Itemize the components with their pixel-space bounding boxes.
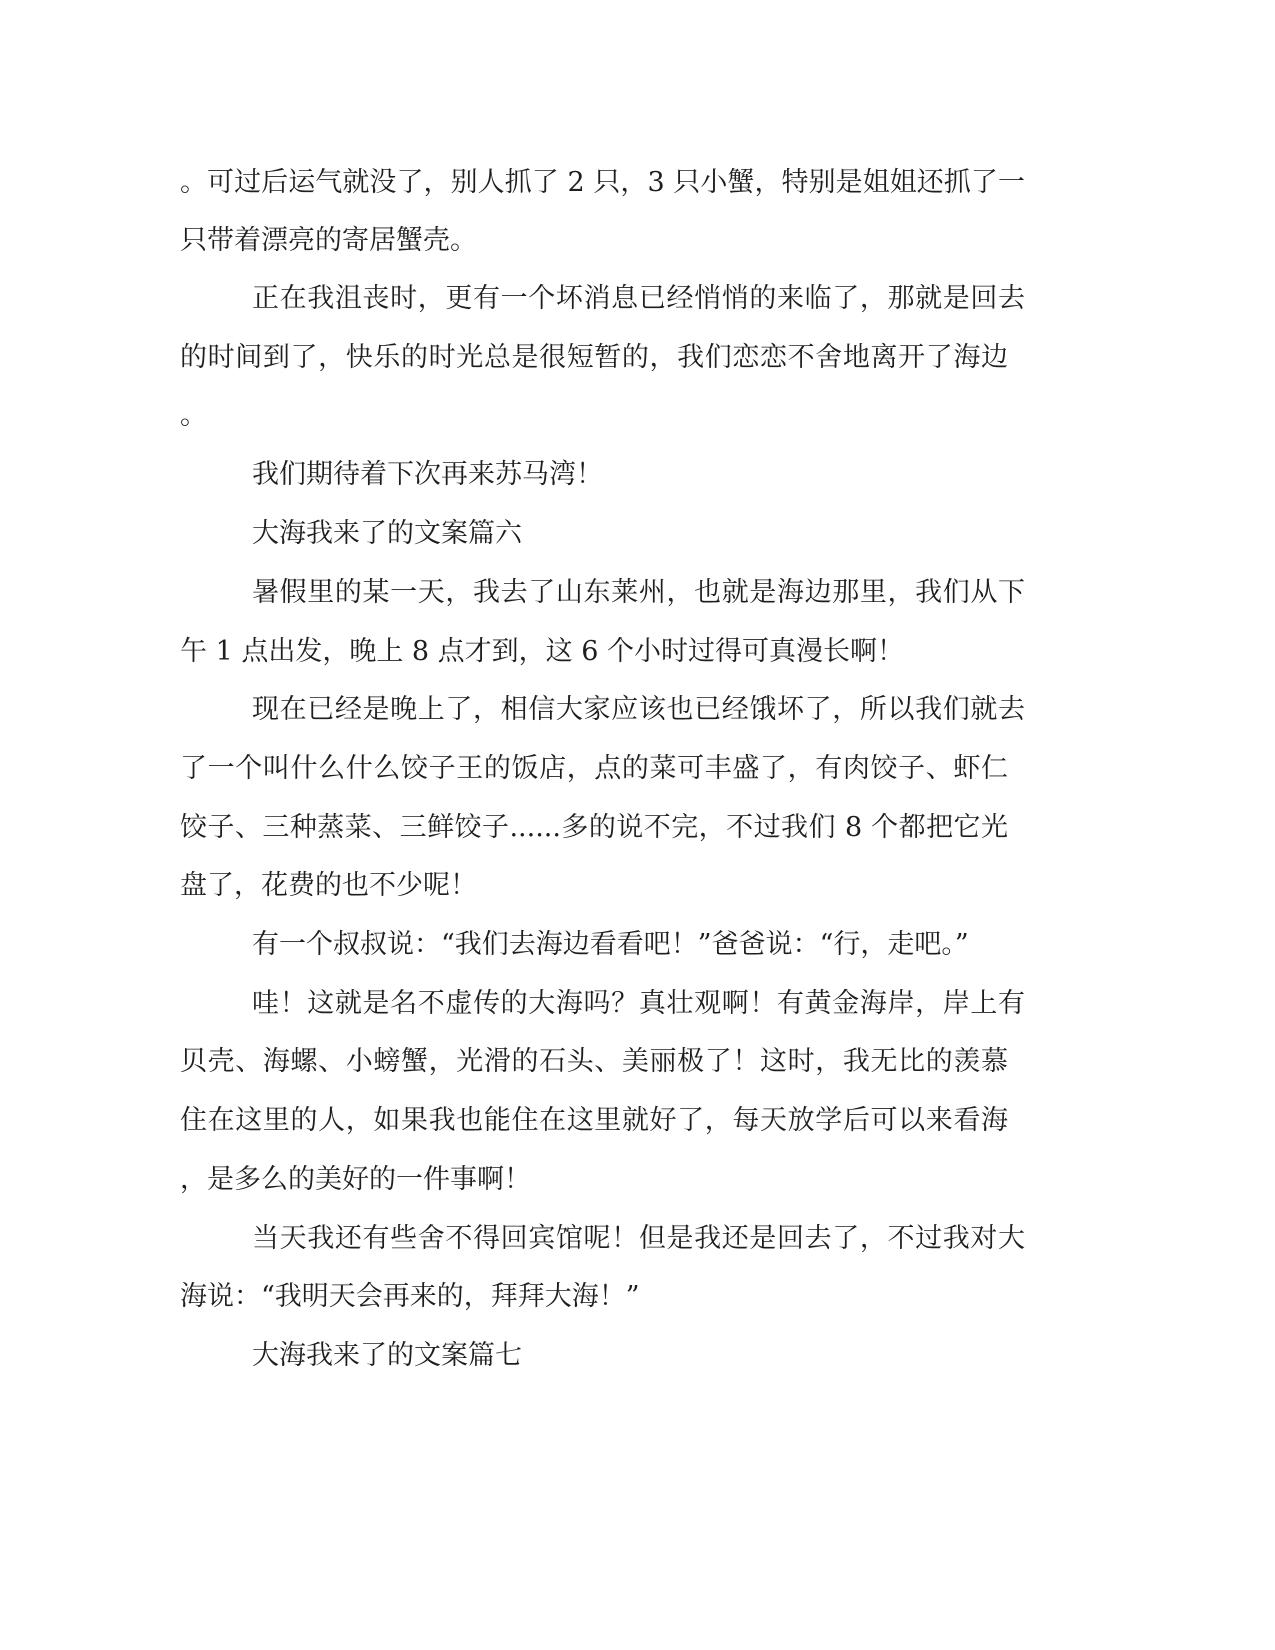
text-line: 盘了，花费的也不少呢！ [180,870,477,901]
text-line: 只带着漂亮的寄居蟹壳。 [180,225,477,256]
text-line: 午 1 点出发，晚上 8 点才到，这 6 个小时过得可真漫长啊！ [180,636,905,667]
text-line: 。 [180,400,207,431]
text-line: 海说：“我明天会再来的，拜拜大海！” [180,1281,640,1312]
text-line: 的时间到了，快乐的时光总是很短暂的，我们恋恋不舍地离开了海边 [180,342,1008,373]
text-line: 有一个叔叔说：“我们去海边看看吧！”爸爸说：“行，走吧。” [252,929,969,960]
text-line: 当天我还有些舍不得回宾馆呢！但是我还是回去了，不过我对大 [252,1223,1025,1254]
text-line: 正在我沮丧时，更有一个坏消息已经悄悄的来临了，那就是回去 [252,283,1025,314]
text-line: 了一个叫什么什么饺子王的饭店，点的菜可丰盛了，有肉饺子、虾仁 [180,753,1008,784]
text-line: 贝壳、海螺、小螃蟹，光滑的石头、美丽极了！这时，我无比的羡慕 [180,1046,1008,1077]
section-heading: 大海我来了的文案篇六 [252,518,522,549]
text-line: 饺子、三种蒸菜、三鲜饺子......多的说不完，不过我们 8 个都把它光 [180,812,1008,843]
text-line: ，是多么的美好的一件事啊！ [180,1164,531,1195]
text-line: 暑假里的某一天，我去了山东莱州，也就是海边那里，我们从下 [252,577,1025,608]
text-line: 我们期待着下次再来苏马湾！ [252,459,603,490]
text-line: 哇！这就是名不虚传的大海吗？真壮观啊！有黄金海岸，岸上有 [252,988,1025,1019]
text-line: 住在这里的人，如果我也能住在这里就好了，每天放学后可以来看海 [180,1105,1008,1136]
section-heading: 大海我来了的文案篇七 [252,1340,522,1371]
text-line: 。可过后运气就没了，别人抓了 2 只，3 只小蟹，特别是姐姐还抓了一 [180,167,1025,198]
text-line: 现在已经是晚上了，相信大家应该也已经饿坏了，所以我们就去 [252,694,1025,725]
